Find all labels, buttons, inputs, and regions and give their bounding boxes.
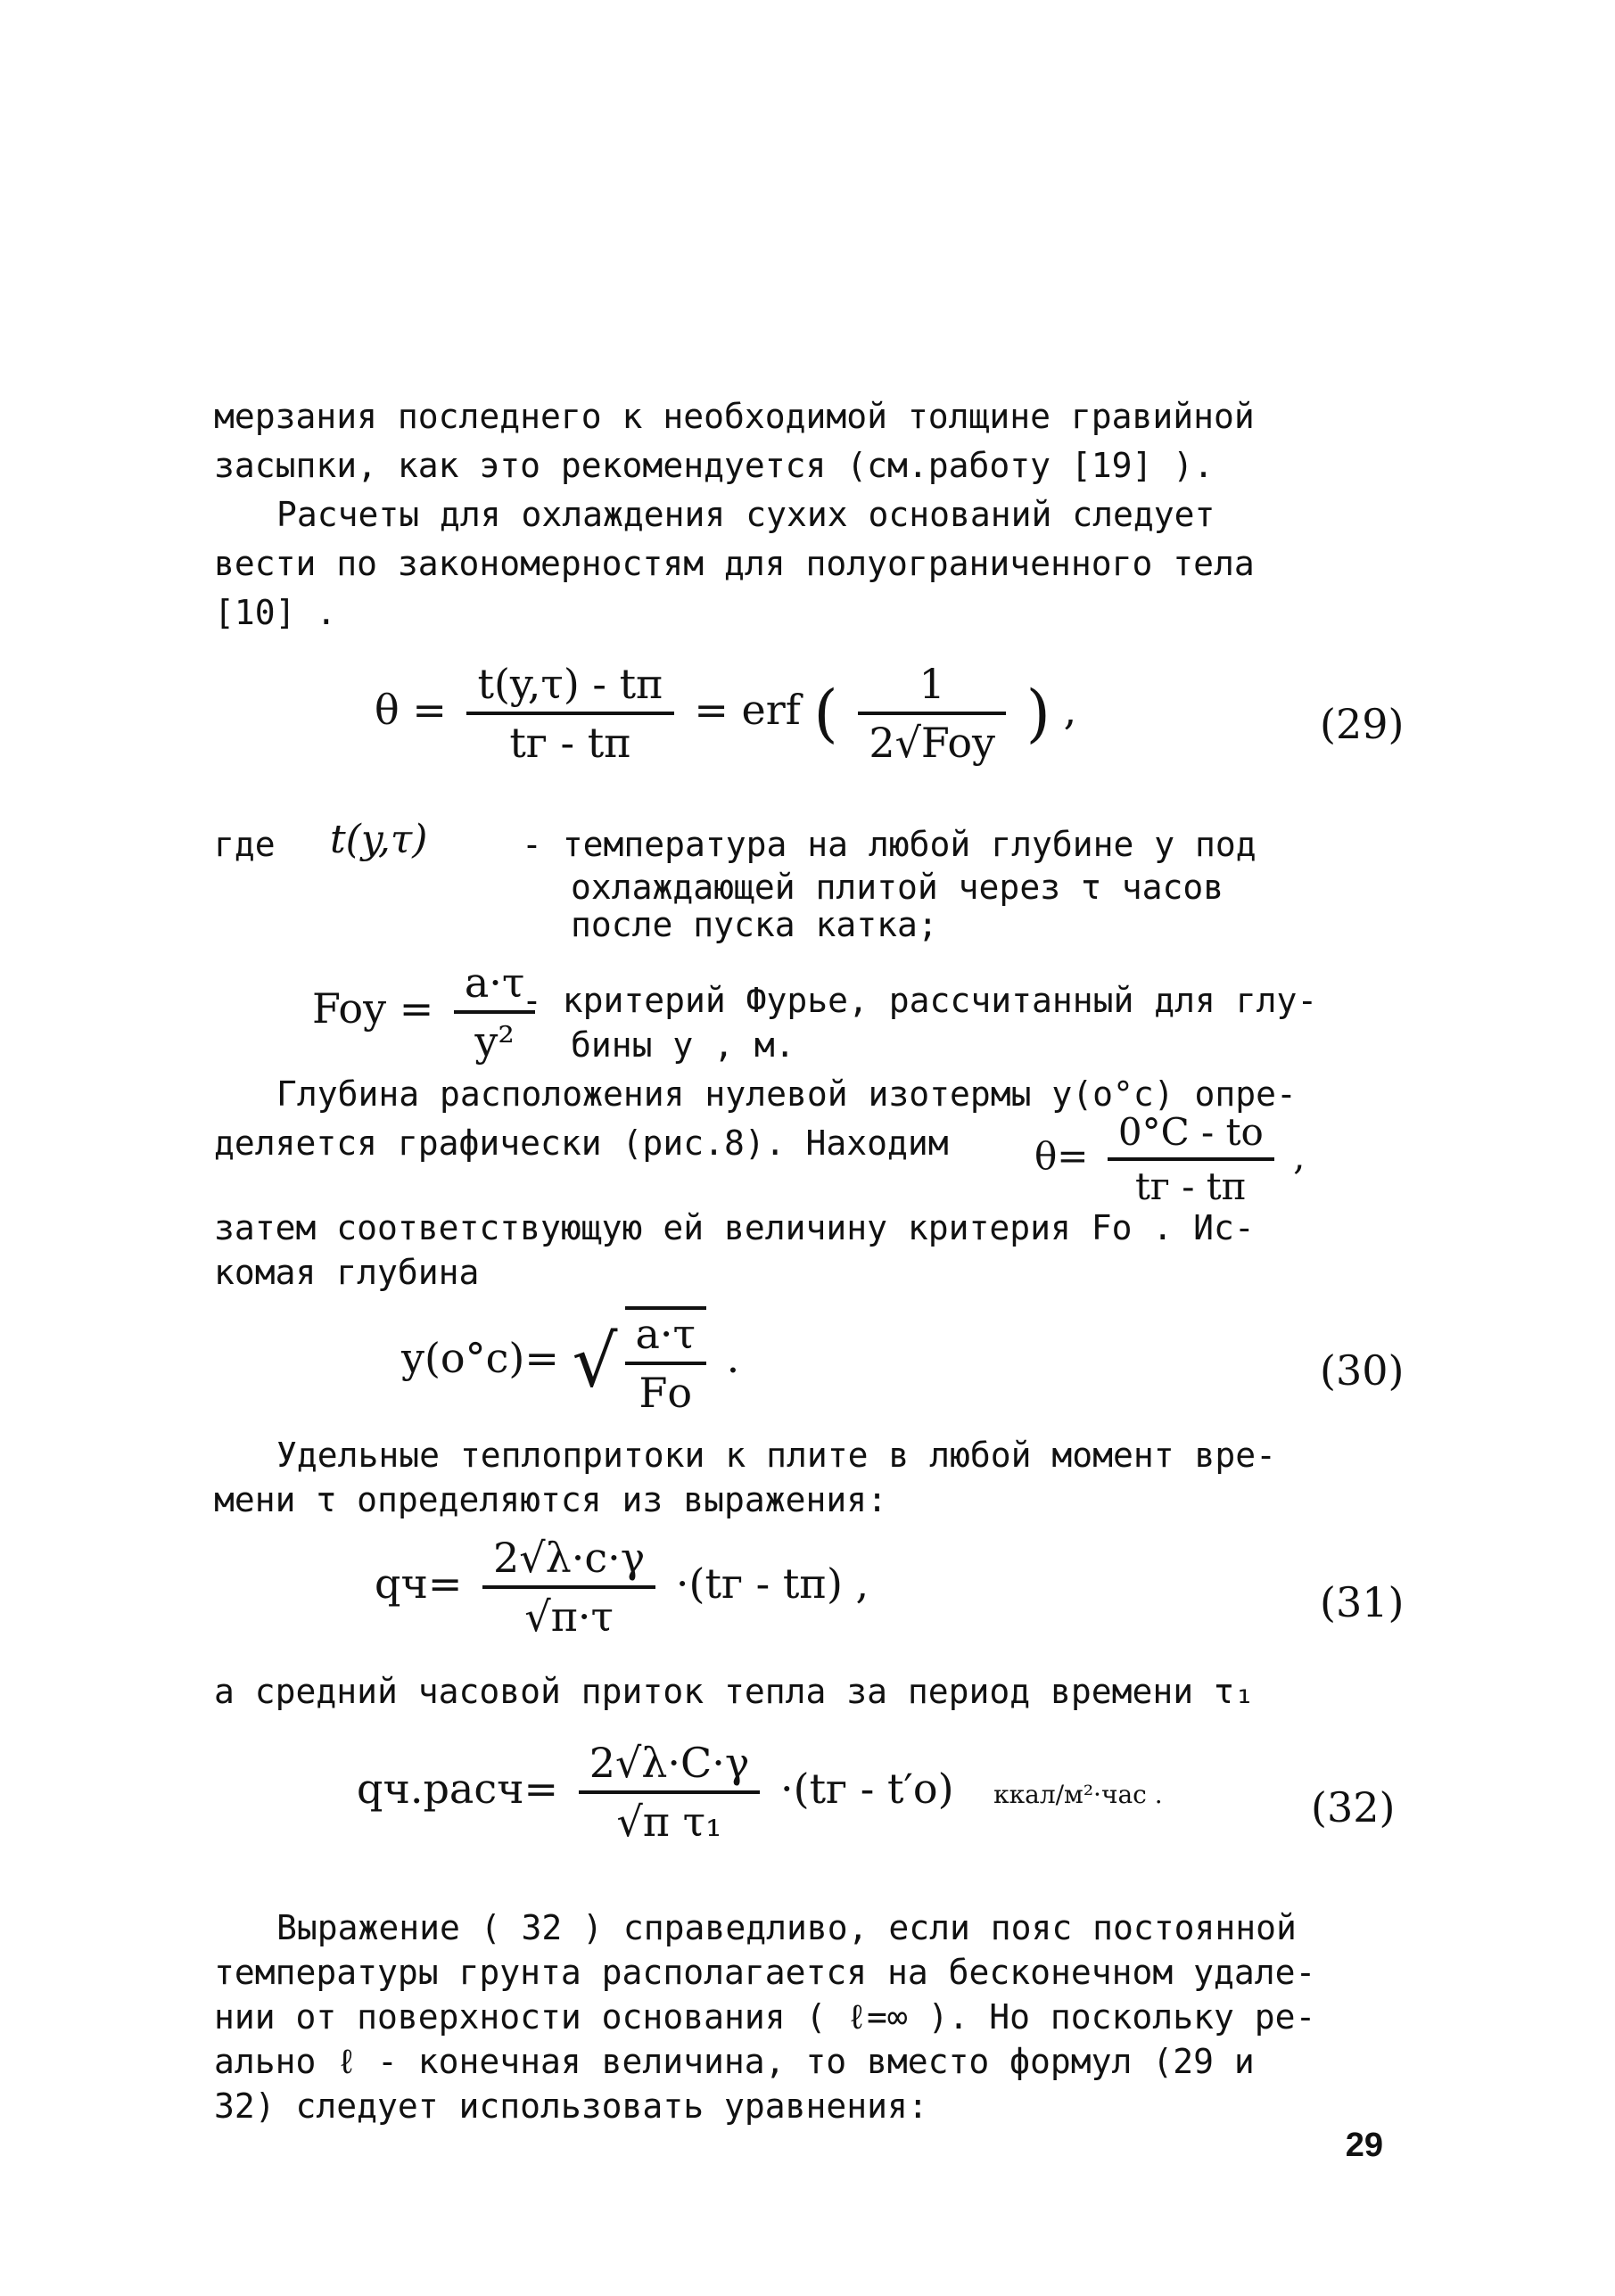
right-paren: )	[1026, 677, 1051, 750]
eq30-fraction	[625, 1306, 707, 1417]
eq32-fraction	[579, 1739, 761, 1846]
paragraph-line: деляется графически (рис.8). Находим	[214, 1123, 949, 1163]
where-description-line: - температура на любой глубине у под	[522, 825, 1257, 864]
eq29-tail: ,	[1063, 686, 1077, 734]
eq29-lhs: θ =	[375, 686, 447, 734]
eq29-fraction-1	[466, 660, 673, 767]
fourier-formula	[312, 959, 542, 1066]
eq29-fraction-2	[858, 660, 1006, 767]
theta-fraction	[1108, 1110, 1274, 1208]
theta-lhs: θ=	[1034, 1134, 1089, 1178]
eq29-numerator-1: t(y,τ) - tп	[466, 660, 673, 715]
where-symbol: t(y,τ)	[330, 817, 428, 862]
theta-numerator: 0°C - tо	[1108, 1110, 1274, 1161]
eq30-denominator: Fо	[639, 1369, 693, 1417]
theta-tail: ,	[1293, 1134, 1306, 1178]
page-number: 29	[1345, 2127, 1383, 2164]
paragraph-line: [10] .	[214, 593, 337, 632]
paragraph-line: вести по закономерностям для полуограниченного тела	[214, 544, 1255, 583]
sqrt-sign: √	[572, 1320, 618, 1403]
paragraph-line: засыпки, как это рекомендуется (см.работу [19] ).	[214, 446, 1215, 485]
eq32-lhs: qч.расч=	[357, 1765, 559, 1813]
left-paren: (	[813, 677, 838, 750]
paragraph-line: затем соответствующую ей величину критерия Fо . Ис-	[214, 1208, 1255, 1247]
theta-denominator: tг - tп	[1134, 1164, 1247, 1208]
eq30-tail: .	[726, 1334, 740, 1382]
fourier-description-line: - критерий Фурье, рассчитанный для глу-	[522, 981, 1318, 1020]
paragraph-line: Выражение ( 32 ) справедливо, если пояс постоянной	[276, 1908, 1297, 1947]
eq29-numerator-2: 1	[858, 660, 1006, 715]
paragraph-line: ально ℓ - конечная величина, то вместо формул (29 и	[214, 2042, 1255, 2081]
eq29-mid: = erf	[694, 686, 801, 734]
eq31-numerator: 2√λ·c·γ	[482, 1534, 655, 1589]
paragraph-line: Глубина расположения нулевой изотермы у(о°с) опре-	[276, 1074, 1297, 1114]
eq32-units: ккал/м²·час .	[993, 1780, 1163, 1809]
equation-number-31: (31)	[1320, 1578, 1405, 1626]
theta-formula	[1034, 1110, 1305, 1208]
paragraph-line: Расчеты для охлаждения сухих оснований следует	[276, 495, 1215, 534]
paragraph-line: мерзания последнего к необходимой толщине гравийной	[214, 397, 1255, 436]
fourier-denominator: y²	[474, 1017, 515, 1066]
paragraph-line: а средний часовой приток тепла за период времени τ₁	[214, 1672, 1255, 1711]
paragraph-line: мени τ определяются из выражения:	[214, 1480, 887, 1519]
fourier-lhs: Foy =	[312, 984, 434, 1033]
eq31-lhs: qч=	[375, 1559, 463, 1608]
equation-30	[401, 1306, 739, 1417]
eq30-lhs: y(о°с)=	[401, 1334, 559, 1382]
paragraph-line: нии от поверхности основания ( ℓ=∞ ). Но поскольку ре-	[214, 1997, 1316, 2037]
equation-31	[375, 1534, 869, 1641]
equation-number-30: (30)	[1320, 1346, 1405, 1395]
paragraph-line: комая глубина	[214, 1253, 480, 1292]
eq29-denominator-1: tг - tп	[509, 719, 631, 767]
paragraph-line: 32) следует использовать уравнения:	[214, 2086, 928, 2126]
eq31-fraction	[482, 1534, 655, 1641]
equation-29	[375, 660, 1076, 767]
eq29-denominator-2: 2√Foy	[869, 719, 996, 767]
where-label: где	[214, 825, 276, 864]
eq30-numerator: a·τ	[625, 1310, 707, 1365]
paragraph-line: Удельные теплопритоки к плите в любой момент вре-	[276, 1436, 1277, 1475]
eq32-denominator: √π τ₁	[616, 1798, 722, 1846]
eq31-denominator: √π·τ	[524, 1592, 614, 1641]
paragraph-line: температуры грунта располагается на бесконечном удале-	[214, 1953, 1316, 1992]
where-description-line: после пуска катка;	[571, 905, 938, 944]
equation-number-29: (29)	[1320, 700, 1405, 748]
eq32-tail: ·(tг - t′о)	[780, 1765, 954, 1813]
equation-number-32: (32)	[1311, 1783, 1396, 1831]
equation-32	[357, 1739, 1163, 1846]
fourier-numerator: a·τ	[454, 959, 536, 1014]
where-description-line: охлаждающей плитой через τ часов	[571, 868, 1224, 907]
eq31-tail: ·(tг - tп) ,	[675, 1559, 869, 1608]
eq32-numerator: 2√λ·C·γ	[579, 1739, 761, 1794]
fourier-description-line: бины у , м.	[571, 1025, 795, 1065]
